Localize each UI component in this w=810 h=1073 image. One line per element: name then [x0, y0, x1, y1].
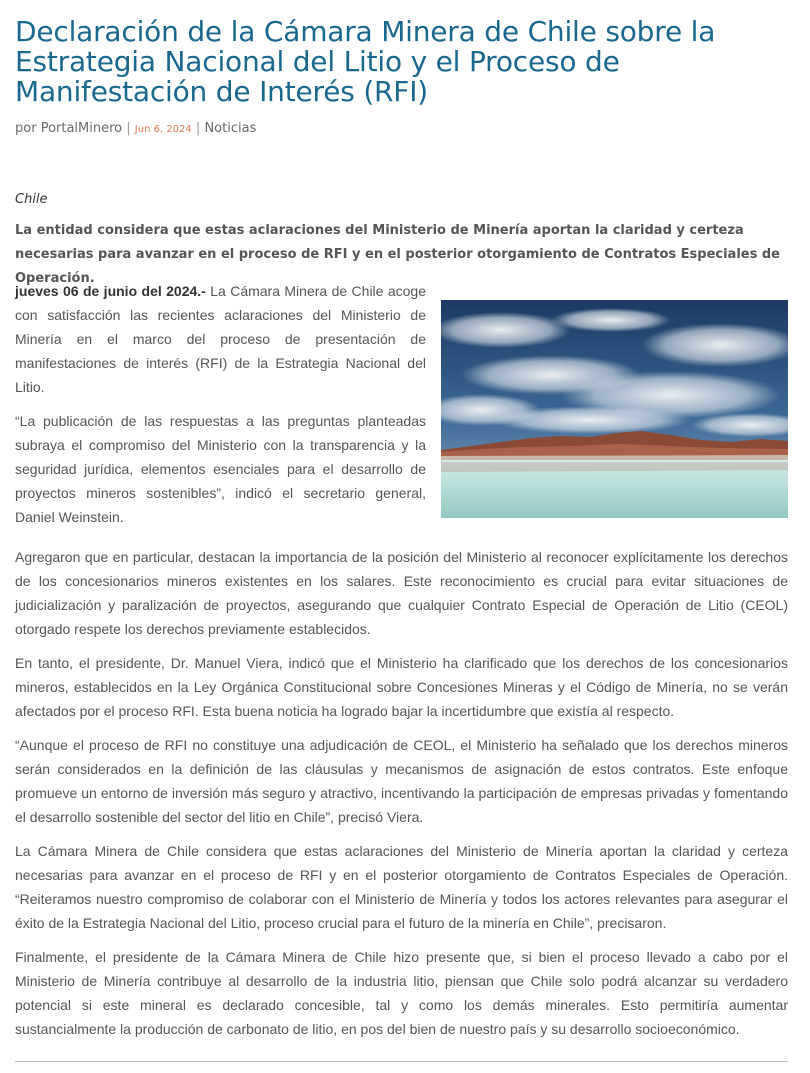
meta-separator: |	[195, 121, 201, 136]
body-paragraph	[15, 279, 426, 399]
body-paragraph: Agregaron que en particular, destacan la importancia de la posición del Ministerio al reconocer explícitamente los derechos de los concesionarios mineros existentes en los salares. Este reconocimiento es crucial para evitar situaciones de judicialización y paralización de proyectos, asegurando que cualquier Contrato Especial de Operación de Litio (CEOL) otorgado respete los derechos previamente establecidos.	[15, 549, 788, 637]
divider	[15, 1061, 788, 1062]
category-link[interactable]: Noticias	[204, 121, 257, 136]
post-date: Jun 6, 2024	[134, 124, 192, 135]
intro-column	[15, 279, 426, 529]
post-meta	[15, 121, 256, 136]
body-text	[15, 545, 788, 1041]
body-paragraph: En tanto, el presidente, Dr. Manuel Viera, indicó que el Ministerio ha clarificado que los derechos de los concesionarios mineros, establecidos en la Ley Orgánica Constitucional sobre Concesiones Mineras y el Código de Minería, no se verán afectados por el proceso RFI. Esta buena noticia ha logrado bajar la incertidumbre que existía al respecto.	[15, 655, 788, 719]
paragraph-text: La Cámara Minera de Chile acoge con satisfacción las recientes aclaraciones del Ministerio de Minería en el marco del proceso de presentación de manifestaciones de interés (RFI) de la Estrategia Nacional del Litio.	[15, 283, 426, 395]
body-paragraph: “La publicación de las respuestas a las preguntas planteadas subraya el compromiso del Ministerio con la transparencia y la seguridad jurídica, elementos esenciales para el desarrollo de proyectos mineros sostenibles”, indicó el secretario general, Daniel Weinstein.	[15, 413, 426, 525]
body-paragraph: “Aunque el proceso de RFI no constituye una adjudicación de CEOL, el Ministerio ha señalado que los derechos mineros serán considerados en la definición de las cláusulas y mecanismos de asignación de estos contratos. Este enfoque promueve un entorno de inversión más seguro y atractivo, incentivando la participación de empresas privadas y fomentando el desarrollo sostenible del sector del litio en Chile”, precisó Viera.	[15, 737, 788, 825]
body-paragraph: La Cámara Minera de Chile considera que estas aclaraciones del Ministerio de Minería aportan la claridad y certeza necesarias para avanzar en el proceso de RFI y en el posterior otorgamiento de Contratos Especiales de Operación. “Reiteramos nuestro compromiso de colaborar con el Ministerio de Minería y todos los actores relevantes para asegurar el éxito de la Estrategia Nacional del Litio, proceso crucial para el futuro de la minería en Chile”, precisaron.	[15, 843, 788, 931]
dateline: jueves 06 de junio del 2024.-	[15, 283, 206, 299]
location-label: Chile	[15, 192, 48, 207]
article-title: Declaración de la Cámara Minera de Chile sobre la Estrategia Nacional del Litio y el Proceso de Manifestación de Interés (RFI)	[15, 15, 716, 108]
salar-landscape-image	[441, 300, 788, 518]
meta-separator: |	[126, 121, 131, 136]
body-paragraph: Finalmente, el presidente de la Cámara Minera de Chile hizo presente que, si bien el proceso llevado a cabo por el Ministerio de Minería contribuye al desarrollo de la industria litio, piensan que Chile solo podrá alcanzar su verdadero potencial si este mineral es declarado concesible, tal y como los demás minerales. Esto permitiría aumentar sustancialmente la producción de carbonato de litio, en pos del bien de nuestro país y su desarrollo socioeconómico.	[15, 949, 788, 1037]
author-prefix: por	[15, 121, 41, 136]
lead-paragraph: La entidad considera que estas aclaraciones del Ministerio de Minería aportan la claridad y certeza necesarias para avanzar en el proceso de RFI y en el posterior otorgamiento de Contratos Especiales de Operación.	[15, 223, 780, 286]
author-link[interactable]: PortalMinero	[40, 121, 123, 136]
salar-landscape-photo	[441, 300, 788, 518]
